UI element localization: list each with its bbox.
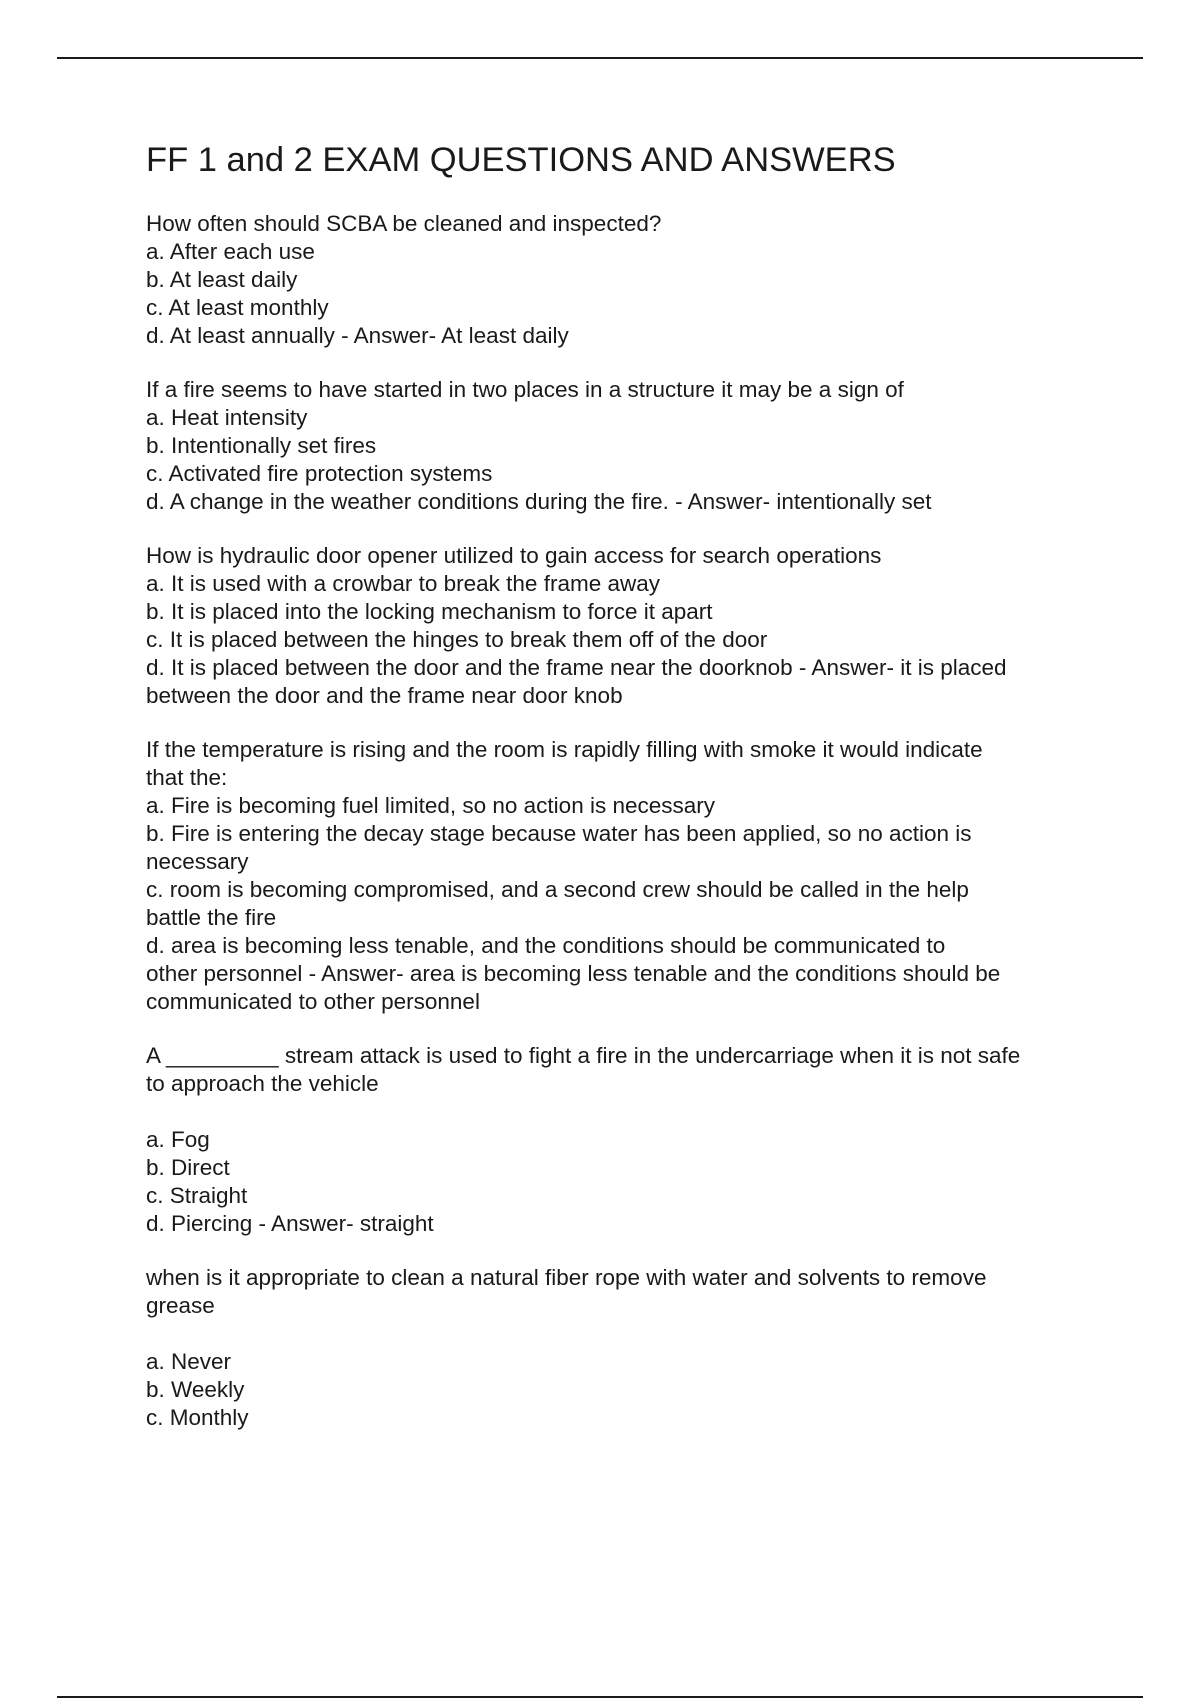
answer-option: b. At least daily	[146, 267, 298, 293]
question-text: grease	[146, 1293, 215, 1319]
answer-option: c. room is becoming compromised, and a second crew should be called in the help	[146, 877, 969, 903]
question-text: A _________ stream attack is used to fight a fire in the undercarriage when it is not safe	[146, 1043, 1021, 1069]
answer-option: b. It is placed into the locking mechanism to force it apart	[146, 599, 713, 625]
document-body	[146, 140, 1096, 1458]
question-text: How often should SCBA be cleaned and inspected?	[146, 211, 662, 237]
answer-option: between the door and the frame near door knob	[146, 683, 623, 709]
answer-option: d. area is becoming less tenable, and the conditions should be communicated to	[146, 933, 946, 959]
answer-option: d. Piercing - Answer- straight	[146, 1211, 434, 1237]
blank-line	[146, 1098, 1096, 1126]
answer-option: a. Heat intensity	[146, 405, 308, 431]
answer-option: battle the fire	[146, 905, 277, 931]
question-block-4	[146, 736, 1096, 1016]
answer-option: b. Direct	[146, 1155, 230, 1181]
question-block-1	[146, 210, 1096, 350]
question-block-3	[146, 542, 1096, 710]
question-text: to approach the vehicle	[146, 1071, 379, 1097]
answer-option: a. Fire is becoming fuel limited, so no action is necessary	[146, 793, 716, 819]
answer-option: b. Fire is entering the decay stage because water has been applied, so no action is	[146, 821, 972, 847]
answer-option: d. It is placed between the door and the frame near the doorknob - Answer- it is placed	[146, 655, 1007, 681]
answer-option: d. A change in the weather conditions during the fire. - Answer- intentionally set	[146, 489, 932, 515]
question-text: when is it appropriate to clean a natural fiber rope with water and solvents to remove	[146, 1265, 987, 1291]
question-text: If the temperature is rising and the room is rapidly filling with smoke it would indicate	[146, 737, 983, 763]
answer-option: c. At least monthly	[146, 295, 329, 321]
question-text: that the:	[146, 765, 228, 791]
question-text: How is hydraulic door opener utilized to gain access for search operations	[146, 543, 882, 569]
answer-option: c. It is placed between the hinges to break them off of the door	[146, 627, 768, 653]
blank-line	[146, 1320, 1096, 1348]
answer-option: b. Weekly	[146, 1377, 245, 1403]
answer-option: a. Never	[146, 1349, 232, 1375]
answer-option: a. After each use	[146, 239, 315, 265]
answer-option: a. Fog	[146, 1127, 210, 1153]
answer-option: communicated to other personnel	[146, 989, 480, 1015]
answer-option: d. At least annually - Answer- At least daily	[146, 323, 569, 349]
answer-option: c. Activated fire protection systems	[146, 461, 493, 487]
page-title: FF 1 and 2 EXAM QUESTIONS AND ANSWERS	[146, 141, 896, 179]
question-block-6	[146, 1264, 1096, 1432]
question-block-5	[146, 1042, 1096, 1238]
footer-rule	[57, 1696, 1143, 1698]
answer-option: other personnel - Answer- area is becoming less tenable and the conditions should be	[146, 961, 1001, 987]
answer-option: c. Straight	[146, 1183, 248, 1209]
answer-option: b. Intentionally set fires	[146, 433, 377, 459]
question-text: If a fire seems to have started in two places in a structure it may be a sign of	[146, 377, 904, 403]
answer-option: a. It is used with a crowbar to break the frame away	[146, 571, 660, 597]
question-block-2	[146, 376, 1096, 516]
answer-option: c. Monthly	[146, 1405, 249, 1431]
answer-option: necessary	[146, 849, 249, 875]
header-rule	[57, 57, 1143, 59]
